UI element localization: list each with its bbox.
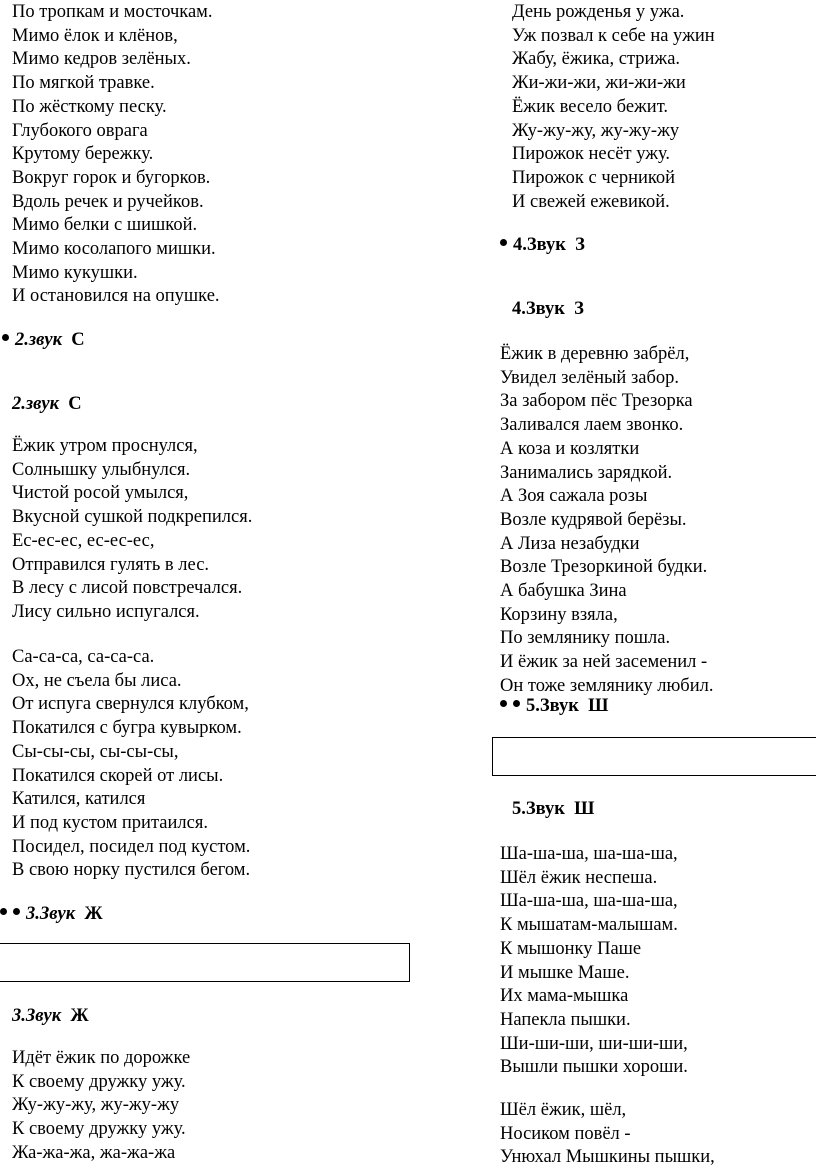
poem-line: Шёл ёжик, шёл, [500, 1100, 627, 1120]
poem-line: Жи-жи-жи, жи-жи-жи [512, 73, 686, 94]
heading-number: 5.Звук [526, 696, 579, 716]
empty-box [0, 943, 410, 982]
poem-line: Ес-ес-ес, ес-ес-ес, [12, 530, 155, 551]
heading-letter: З [575, 235, 585, 255]
poem-line: Увидел зелёный забор. [500, 367, 680, 388]
bullet-heading-3 [0, 902, 103, 926]
poem-line: И под кустом притаился. [12, 812, 208, 833]
bullet-heading-2 [2, 328, 85, 352]
heading-number: 5.Звук [512, 799, 565, 819]
poem-line: Унюхал Мышкины пышки, [500, 1147, 715, 1168]
poem-line: Покатился скорей от лисы. [12, 765, 224, 786]
poem-line: Жу-жу-жу, жу-жу-жу [12, 1095, 180, 1116]
poem-line: Жа-жа-жа, жа-жа-жа [12, 1142, 176, 1163]
heading-number: 4.Звук [512, 299, 565, 319]
empty-box [492, 737, 816, 776]
poem-line: Заливался лаем звонко. [500, 415, 684, 436]
poem-line: Пирожок с черникой [512, 167, 676, 188]
poem-line: Возле Трезоркиной будки. [500, 557, 708, 578]
poem-line: А бабушка Зина [500, 581, 627, 601]
poem-line: И мышке Маше. [500, 962, 630, 983]
poem-line: И свежей ежевикой. [512, 191, 670, 212]
heading-number: 3.Звук [12, 1006, 62, 1026]
bullet-icon [2, 334, 9, 341]
poem-line: Мимо кедров зелёных. [12, 49, 191, 70]
poem-line: К своему дружку ужу. [12, 1119, 186, 1140]
poem-line: Напекла пышки. [500, 1009, 631, 1030]
poem-line: Ёжик весело бежит. [512, 96, 669, 117]
heading-4 [512, 297, 584, 321]
poem-line: Сы-сы-сы, сы-сы-сы, [12, 741, 179, 762]
bullet-heading-4 [500, 233, 585, 257]
poem-line: И остановился на опушке. [12, 286, 220, 307]
poem-line: За забором пёс Трезорка [500, 391, 693, 412]
poem-line: Покатился с бугра кувырком. [12, 718, 242, 739]
heading-letter: С [68, 394, 82, 414]
poem-line: К мышатам-малышам. [500, 915, 678, 936]
heading-letter: Ж [84, 904, 103, 924]
poem-line: Вышли пышки хороши. [500, 1057, 688, 1078]
poem-line: Жу-жу-жу, жу-жу-жу [512, 120, 680, 141]
poem-line: Мимо косолапого мишки. [12, 239, 216, 259]
heading-letter: З [574, 299, 584, 319]
bullet-icon [500, 700, 507, 707]
poem-line: А Лиза незабудки [500, 533, 640, 554]
poem-line: Уж позвал к себе на ужин [512, 25, 715, 46]
poem-line: Глубокого оврага [12, 120, 148, 141]
poem-line: Лису сильно испугался. [12, 601, 200, 622]
poem-line: Занимались зарядкой. [500, 462, 673, 483]
poem-line: День рожденья у ужа. [512, 2, 685, 22]
poem-line: Их мама-мышка [500, 986, 629, 1007]
poem-line: Носиком повёл - [500, 1123, 631, 1144]
poem-line: Ша-ша-ша, ша-ша-ша, [500, 891, 678, 912]
poem-line: По жёсткому песку. [12, 96, 167, 117]
poem-line: Вкусной сушкой подкрепился. [12, 507, 253, 528]
poem-line: Он тоже землянику любил. [500, 675, 714, 696]
poem-line: Солнышку улыбнулся. [12, 459, 191, 480]
poem-line: От испуга свернулся клубком, [12, 694, 249, 715]
poem-line: Возле кудрявой берёзы. [500, 509, 687, 530]
poem-line: Ох, не съела бы лиса. [12, 670, 182, 691]
poem-line: Чистой росой умылся, [12, 483, 189, 504]
poem-line: Мимо кукушки. [12, 262, 138, 283]
poem-line: Мимо ёлок и клёнов, [12, 25, 178, 46]
poem-line: Корзину взяла, [500, 604, 618, 625]
poem-line: Катился, катился [12, 789, 146, 810]
poem-line: Ёжик утром проснулся, [12, 436, 198, 456]
poem-line: В свою норку пустился бегом. [12, 860, 251, 881]
poem-line: Ёжик в деревню забрёл, [500, 344, 690, 364]
heading-letter: Ш [574, 799, 595, 819]
poem-line: Посидел, посидел под кустом. [12, 836, 251, 857]
poem-line: Вокруг горок и бугорков. [12, 167, 211, 188]
poem-line: В лесу с лисой повстречался. [12, 578, 243, 599]
heading-2 [12, 392, 82, 416]
poem-line: А коза и козлятки [500, 438, 640, 459]
poem-line: К своему дружку ужу. [12, 1071, 186, 1092]
poem-line: Жабу, ёжика, стрижа. [512, 49, 681, 70]
bullet-icon [500, 239, 507, 246]
poem-line: Отправился гулять в лес. [12, 554, 210, 575]
heading-letter: С [71, 330, 85, 350]
heading-letter: Ш [588, 696, 609, 716]
bullet-icon [0, 908, 7, 915]
heading-number: 3.Звук [26, 904, 76, 924]
poem-line: Мимо белки с шишкой. [12, 215, 198, 236]
poem-line: А Зоя сажала розы [500, 486, 648, 507]
poem-line: Шёл ёжик неспеша. [500, 867, 658, 888]
poem-line: Ши-ши-ши, ши-ши-ши, [500, 1033, 688, 1054]
poem-line: По мягкой травке. [12, 73, 155, 94]
heading-3 [12, 1004, 89, 1028]
bullet-icon [13, 908, 20, 915]
poem-line: По тропкам и мосточкам. [12, 2, 213, 22]
heading-number: 4.Звук [513, 235, 566, 255]
poem-line: Са-са-са, са-са-са. [12, 647, 155, 667]
poem-line: К мышонку Паше [500, 938, 642, 959]
heading-number: 2.звук [15, 330, 62, 350]
heading-5 [512, 797, 595, 821]
poem-line: Ша-ша-ша, ша-ша-ша, [500, 844, 678, 864]
poem-line: Идёт ёжик по дорожке [12, 1048, 191, 1068]
bullet-heading-5 [500, 694, 609, 718]
poem-line: По землянику пошла. [500, 628, 671, 649]
heading-number: 2.звук [12, 394, 59, 414]
heading-letter: Ж [70, 1006, 89, 1026]
poem-line: Вдоль речек и ручейков. [12, 191, 204, 212]
poem-line: Пирожок несёт ужу. [512, 144, 670, 165]
poem-line: Крутому бережку. [12, 144, 154, 165]
bullet-icon [513, 700, 520, 707]
poem-line: И ёжик за ней засеменил - [500, 652, 708, 673]
